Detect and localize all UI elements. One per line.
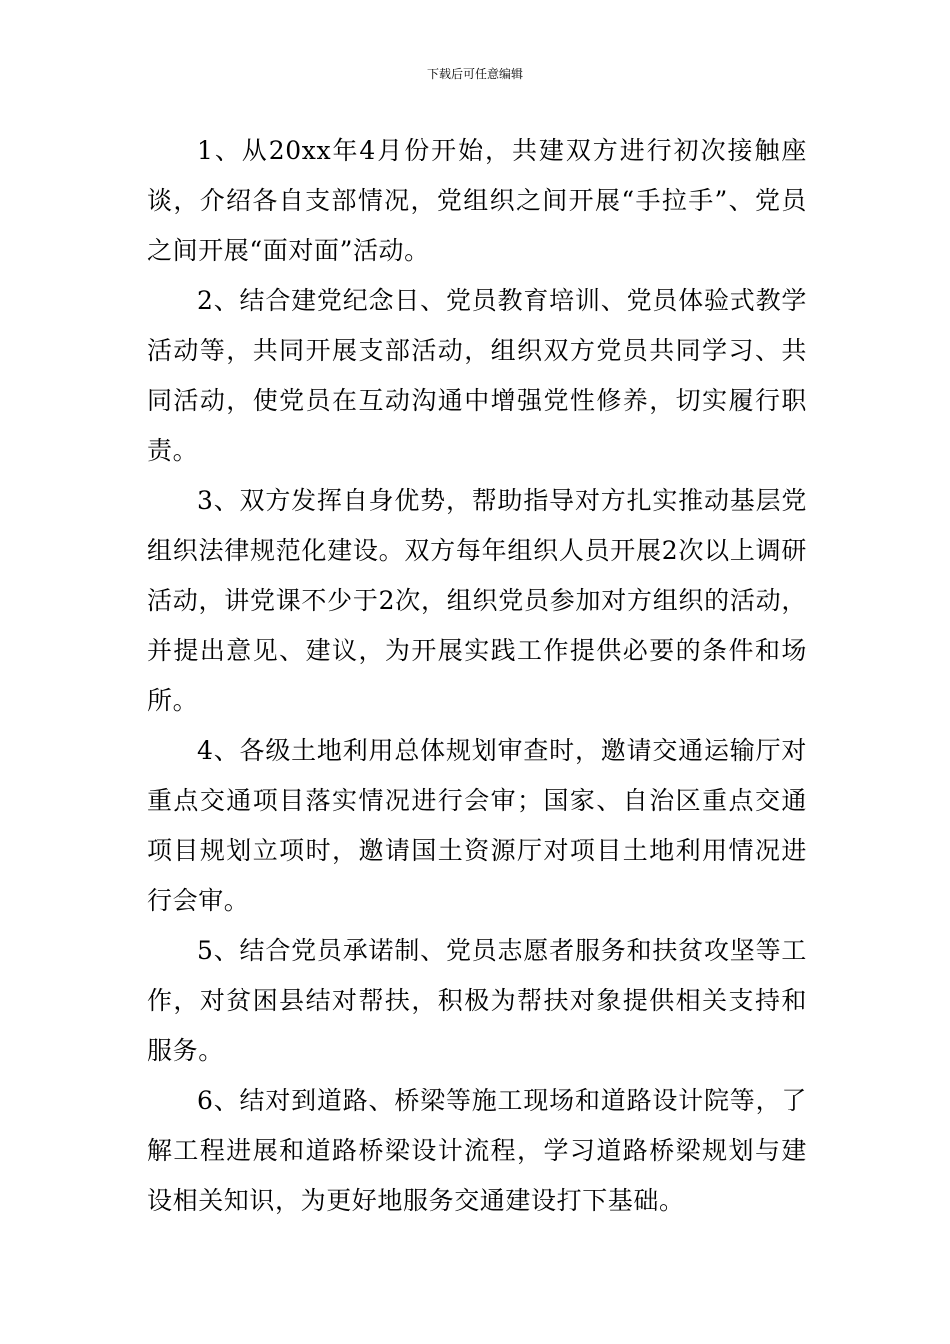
paragraph-4: 4、各级土地利用总体规划审查时，邀请交通运输厅对重点交通项目落实情况进行会审；国家、自治区重点交通项目规划立项时，邀请国土资源厅对项目土地利用情况进行会审。 (147, 736, 807, 915)
paragraph-3: 3、双方发挥自身优势，帮助指导对方扎实推动基层党组织法律规范化建设。双方每年组织人员开展2次以上调研活动，讲党课不少于2次，组织党员参加对方组织的活动，并提出意见、建议，为开展实践工作提供必要的条件和场所。 (147, 486, 807, 715)
paragraph-2: 2、结合建党纪念日、党员教育培训、党员体验式教学活动等，共同开展支部活动，组织双方党员共同学习、共同活动，使党员在互动沟通中增强党性修养，切实履行职责。 (147, 286, 807, 465)
paragraph-1: 1、从20xx年4月份开始，共建双方进行初次接触座谈，介绍各自支部情况，党组织之间开展“手拉手”、党员之间开展“面对面”活动。 (147, 136, 807, 265)
paragraph-5: 5、结合党员承诺制、党员志愿者服务和扶贫攻坚等工作，对贫困县结对帮扶，积极为帮扶对象提供相关支持和服务。 (147, 936, 807, 1065)
document-body (147, 126, 807, 1226)
header-note: 下载后可任意编辑 (426, 67, 523, 81)
paragraph-6: 6、结对到道路、桥梁等施工现场和道路设计院等，了解工程进展和道路桥梁设计流程，学习道路桥梁规划与建设相关知识，为更好地服务交通建设打下基础。 (147, 1086, 807, 1215)
